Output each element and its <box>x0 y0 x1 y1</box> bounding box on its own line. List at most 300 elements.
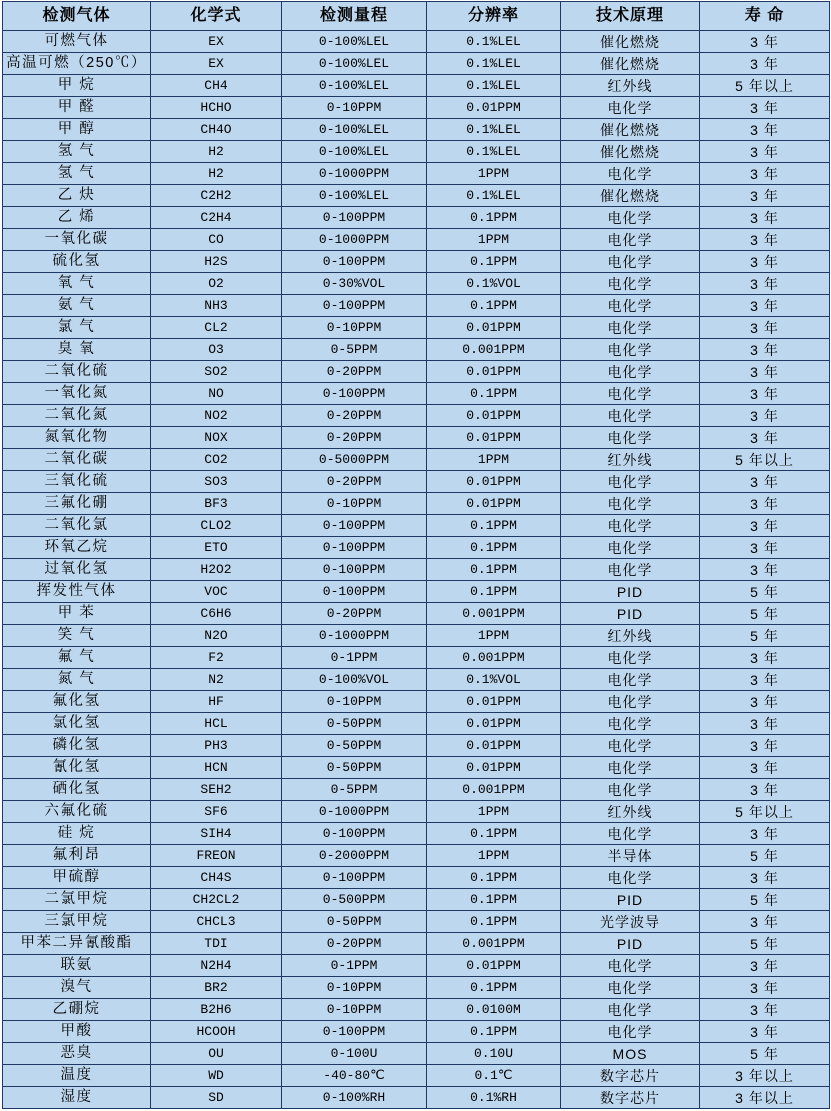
cell-resolution: 0.001PPM <box>427 933 561 955</box>
cell-chemical-formula: TDI <box>151 933 282 955</box>
table-row <box>3 383 830 405</box>
cell-technology: 电化学 <box>561 493 700 515</box>
cell-technology: 电化学 <box>561 405 700 427</box>
cell-resolution: 0.01PPM <box>427 713 561 735</box>
cell-lifespan: 3 年 <box>700 383 830 405</box>
cell-resolution: 1PPM <box>427 163 561 185</box>
cell-detection-range: 0-50PPM <box>282 757 427 779</box>
cell-detection-range: 0-10PPM <box>282 97 427 119</box>
cell-detection-range: 0-10PPM <box>282 493 427 515</box>
cell-chemical-formula: SD <box>151 1087 282 1109</box>
cell-technology: 电化学 <box>561 955 700 977</box>
table-row <box>3 1043 830 1065</box>
cell-resolution: 1PPM <box>427 845 561 867</box>
cell-technology: 红外线 <box>561 801 700 823</box>
cell-lifespan: 3 年 <box>700 141 830 163</box>
cell-detection-range: 0-100PPM <box>282 383 427 405</box>
table-row <box>3 977 830 999</box>
cell-technology: PID <box>561 603 700 625</box>
table-row <box>3 163 830 185</box>
cell-gas-name: 二氧化氮 <box>3 405 151 427</box>
cell-gas-name: 三氧化硫 <box>3 471 151 493</box>
cell-detection-range: 0-500PPM <box>282 889 427 911</box>
cell-detection-range: 0-100%VOL <box>282 669 427 691</box>
cell-chemical-formula: BR2 <box>151 977 282 999</box>
cell-gas-name: 恶臭 <box>3 1043 151 1065</box>
cell-lifespan: 3 年 <box>700 471 830 493</box>
cell-resolution: 0.01PPM <box>427 317 561 339</box>
cell-resolution: 0.1PPM <box>427 823 561 845</box>
cell-lifespan: 3 年 <box>700 317 830 339</box>
cell-lifespan: 3 年 <box>700 119 830 141</box>
cell-gas-name: 三氯甲烷 <box>3 911 151 933</box>
cell-technology: 电化学 <box>561 317 700 339</box>
table-row <box>3 735 830 757</box>
cell-detection-range: 0-20PPM <box>282 427 427 449</box>
cell-resolution: 0.1PPM <box>427 383 561 405</box>
table-row <box>3 845 830 867</box>
table-row <box>3 273 830 295</box>
cell-detection-range: 0-5PPM <box>282 779 427 801</box>
cell-chemical-formula: N2O <box>151 625 282 647</box>
cell-gas-name: 甲苯二异氰酸酯 <box>3 933 151 955</box>
cell-gas-name: 二氧化氯 <box>3 515 151 537</box>
cell-gas-name: 氯化氢 <box>3 713 151 735</box>
table-row <box>3 559 830 581</box>
table-row <box>3 713 830 735</box>
cell-lifespan: 3 年 <box>700 405 830 427</box>
table-body <box>3 31 830 1109</box>
cell-gas-name: 甲硫醇 <box>3 867 151 889</box>
column-header-lifespan: 寿 命 <box>700 2 830 31</box>
table-row <box>3 75 830 97</box>
cell-resolution: 0.1%LEL <box>427 185 561 207</box>
cell-lifespan: 5 年 <box>700 889 830 911</box>
cell-chemical-formula: HCL <box>151 713 282 735</box>
table-row <box>3 361 830 383</box>
cell-technology: 催化燃烧 <box>561 141 700 163</box>
cell-gas-name: 甲 醛 <box>3 97 151 119</box>
cell-resolution: 0.01PPM <box>427 405 561 427</box>
cell-gas-name: 甲 苯 <box>3 603 151 625</box>
table-row <box>3 603 830 625</box>
cell-lifespan: 3 年 <box>700 295 830 317</box>
cell-lifespan: 3 年 <box>700 251 830 273</box>
cell-detection-range: 0-100%LEL <box>282 119 427 141</box>
cell-lifespan: 3 年 <box>700 537 830 559</box>
cell-detection-range: 0-1000PPM <box>282 625 427 647</box>
cell-gas-name: 乙 烯 <box>3 207 151 229</box>
cell-gas-name: 湿度 <box>3 1087 151 1109</box>
cell-gas-name: 一氧化氮 <box>3 383 151 405</box>
cell-detection-range: 0-10PPM <box>282 999 427 1021</box>
cell-lifespan: 5 年 <box>700 1043 830 1065</box>
table-row <box>3 1065 830 1087</box>
cell-detection-range: 0-5PPM <box>282 339 427 361</box>
cell-lifespan: 5 年以上 <box>700 449 830 471</box>
cell-lifespan: 5 年以上 <box>700 75 830 97</box>
cell-resolution: 0.1%LEL <box>427 141 561 163</box>
table-row <box>3 581 830 603</box>
cell-detection-range: 0-2000PPM <box>282 845 427 867</box>
cell-chemical-formula: CH2CL2 <box>151 889 282 911</box>
cell-chemical-formula: CH4S <box>151 867 282 889</box>
cell-technology: 电化学 <box>561 647 700 669</box>
column-header-resolution: 分辨率 <box>427 2 561 31</box>
cell-technology: 电化学 <box>561 669 700 691</box>
table-row <box>3 647 830 669</box>
cell-technology: 半导体 <box>561 845 700 867</box>
table-row <box>3 97 830 119</box>
cell-detection-range: 0-20PPM <box>282 361 427 383</box>
cell-gas-name: 氟 气 <box>3 647 151 669</box>
table-row <box>3 251 830 273</box>
cell-detection-range: 0-100PPM <box>282 559 427 581</box>
cell-detection-range: 0-50PPM <box>282 911 427 933</box>
cell-detection-range: 0-1000PPM <box>282 229 427 251</box>
cell-resolution: 0.1PPM <box>427 581 561 603</box>
cell-detection-range: 0-100%RH <box>282 1087 427 1109</box>
cell-resolution: 0.01PPM <box>427 361 561 383</box>
cell-detection-range: 0-20PPM <box>282 405 427 427</box>
cell-detection-range: -40-80℃ <box>282 1065 427 1087</box>
cell-resolution: 0.1%LEL <box>427 75 561 97</box>
cell-technology: PID <box>561 933 700 955</box>
cell-gas-name: 可燃气体 <box>3 31 151 53</box>
cell-gas-name: 氟化氢 <box>3 691 151 713</box>
cell-detection-range: 0-5000PPM <box>282 449 427 471</box>
cell-gas-name: 乙硼烷 <box>3 999 151 1021</box>
cell-technology: 电化学 <box>561 229 700 251</box>
cell-technology: 电化学 <box>561 427 700 449</box>
cell-resolution: 0.001PPM <box>427 779 561 801</box>
table-row <box>3 515 830 537</box>
cell-detection-range: 0-10PPM <box>282 977 427 999</box>
cell-gas-name: 六氟化硫 <box>3 801 151 823</box>
cell-lifespan: 3 年 <box>700 493 830 515</box>
table-row <box>3 889 830 911</box>
cell-chemical-formula: FREON <box>151 845 282 867</box>
cell-technology: 电化学 <box>561 251 700 273</box>
cell-technology: 电化学 <box>561 691 700 713</box>
cell-detection-range: 0-100PPM <box>282 537 427 559</box>
cell-resolution: 0.1PPM <box>427 251 561 273</box>
column-header-gas-name: 检测气体 <box>3 2 151 31</box>
cell-detection-range: 0-100%LEL <box>282 75 427 97</box>
cell-gas-name: 甲 烷 <box>3 75 151 97</box>
cell-lifespan: 3 年 <box>700 273 830 295</box>
cell-resolution: 0.1%LEL <box>427 119 561 141</box>
cell-technology: 电化学 <box>561 97 700 119</box>
cell-chemical-formula: CLO2 <box>151 515 282 537</box>
cell-lifespan: 3 年 <box>700 867 830 889</box>
cell-lifespan: 5 年 <box>700 933 830 955</box>
cell-resolution: 1PPM <box>427 801 561 823</box>
cell-technology: 催化燃烧 <box>561 53 700 75</box>
cell-detection-range: 0-100PPM <box>282 581 427 603</box>
cell-chemical-formula: N2 <box>151 669 282 691</box>
cell-detection-range: 0-1PPM <box>282 955 427 977</box>
cell-gas-name: 氰化氢 <box>3 757 151 779</box>
cell-gas-name: 环氧乙烷 <box>3 537 151 559</box>
cell-technology: 电化学 <box>561 537 700 559</box>
cell-chemical-formula: O3 <box>151 339 282 361</box>
cell-technology: 数字芯片 <box>561 1087 700 1109</box>
cell-lifespan: 3 年 <box>700 757 830 779</box>
table-row <box>3 471 830 493</box>
cell-chemical-formula: C6H6 <box>151 603 282 625</box>
cell-detection-range: 0-100PPM <box>282 295 427 317</box>
cell-gas-name: 二氯甲烷 <box>3 889 151 911</box>
cell-gas-name: 联氨 <box>3 955 151 977</box>
table-row <box>3 119 830 141</box>
cell-technology: 电化学 <box>561 1021 700 1043</box>
cell-chemical-formula: SEH2 <box>151 779 282 801</box>
cell-resolution: 0.1PPM <box>427 515 561 537</box>
cell-chemical-formula: O2 <box>151 273 282 295</box>
cell-resolution: 0.1PPM <box>427 889 561 911</box>
cell-chemical-formula: NO2 <box>151 405 282 427</box>
table-row <box>3 999 830 1021</box>
table-row <box>3 625 830 647</box>
cell-technology: 电化学 <box>561 757 700 779</box>
table-row <box>3 185 830 207</box>
cell-detection-range: 0-100PPM <box>282 515 427 537</box>
column-header-technology: 技术原理 <box>561 2 700 31</box>
cell-detection-range: 0-100%LEL <box>282 141 427 163</box>
cell-chemical-formula: H2O2 <box>151 559 282 581</box>
cell-detection-range: 0-20PPM <box>282 603 427 625</box>
cell-technology: 红外线 <box>561 625 700 647</box>
cell-resolution: 0.1PPM <box>427 537 561 559</box>
cell-lifespan: 3 年 <box>700 713 830 735</box>
table-header-row <box>3 2 830 31</box>
cell-technology: 电化学 <box>561 273 700 295</box>
cell-chemical-formula: F2 <box>151 647 282 669</box>
cell-resolution: 0.01PPM <box>427 493 561 515</box>
cell-chemical-formula: ETO <box>151 537 282 559</box>
cell-technology: 红外线 <box>561 449 700 471</box>
cell-lifespan: 5 年 <box>700 625 830 647</box>
cell-chemical-formula: EX <box>151 31 282 53</box>
cell-technology: PID <box>561 889 700 911</box>
cell-lifespan: 3 年 <box>700 823 830 845</box>
cell-chemical-formula: CO2 <box>151 449 282 471</box>
cell-detection-range: 0-100U <box>282 1043 427 1065</box>
cell-resolution: 0.01PPM <box>427 757 561 779</box>
cell-technology: PID <box>561 581 700 603</box>
cell-lifespan: 3 年 <box>700 339 830 361</box>
cell-resolution: 0.01PPM <box>427 955 561 977</box>
cell-chemical-formula: SIH4 <box>151 823 282 845</box>
cell-chemical-formula: NH3 <box>151 295 282 317</box>
cell-gas-name: 三氟化硼 <box>3 493 151 515</box>
cell-detection-range: 0-100%LEL <box>282 53 427 75</box>
cell-detection-range: 0-50PPM <box>282 735 427 757</box>
cell-technology: 电化学 <box>561 999 700 1021</box>
cell-detection-range: 0-10PPM <box>282 691 427 713</box>
cell-resolution: 0.10U <box>427 1043 561 1065</box>
table-row <box>3 933 830 955</box>
cell-chemical-formula: H2S <box>151 251 282 273</box>
cell-resolution: 1PPM <box>427 229 561 251</box>
cell-chemical-formula: OU <box>151 1043 282 1065</box>
cell-chemical-formula: PH3 <box>151 735 282 757</box>
cell-lifespan: 5 年以上 <box>700 801 830 823</box>
cell-lifespan: 3 年以上 <box>700 1065 830 1087</box>
cell-technology: 电化学 <box>561 867 700 889</box>
table-row <box>3 31 830 53</box>
cell-chemical-formula: SO3 <box>151 471 282 493</box>
cell-technology: 电化学 <box>561 471 700 493</box>
cell-lifespan: 3 年 <box>700 779 830 801</box>
cell-detection-range: 0-100PPM <box>282 823 427 845</box>
cell-technology: 电化学 <box>561 207 700 229</box>
cell-lifespan: 3 年 <box>700 427 830 449</box>
cell-resolution: 0.001PPM <box>427 339 561 361</box>
table-row <box>3 537 830 559</box>
cell-technology: 催化燃烧 <box>561 31 700 53</box>
cell-resolution: 0.01PPM <box>427 471 561 493</box>
cell-chemical-formula: CH4 <box>151 75 282 97</box>
cell-lifespan: 3 年 <box>700 97 830 119</box>
gas-sensor-spec-table <box>2 1 830 1109</box>
cell-chemical-formula: CL2 <box>151 317 282 339</box>
cell-resolution: 0.01PPM <box>427 735 561 757</box>
table-row <box>3 1087 830 1109</box>
cell-technology: 电化学 <box>561 823 700 845</box>
cell-gas-name: 一氧化碳 <box>3 229 151 251</box>
cell-resolution: 0.1PPM <box>427 867 561 889</box>
cell-detection-range: 0-100%LEL <box>282 31 427 53</box>
cell-resolution: 0.1%LEL <box>427 31 561 53</box>
cell-gas-name: 乙 炔 <box>3 185 151 207</box>
cell-resolution: 0.1PPM <box>427 911 561 933</box>
cell-lifespan: 3 年 <box>700 955 830 977</box>
cell-chemical-formula: HF <box>151 691 282 713</box>
cell-lifespan: 5 年 <box>700 845 830 867</box>
cell-lifespan: 5 年 <box>700 581 830 603</box>
column-header-detection-range: 检测量程 <box>282 2 427 31</box>
cell-chemical-formula: C2H2 <box>151 185 282 207</box>
cell-detection-range: 0-30%VOL <box>282 273 427 295</box>
cell-chemical-formula: WD <box>151 1065 282 1087</box>
cell-lifespan: 3 年 <box>700 207 830 229</box>
cell-lifespan: 3 年 <box>700 669 830 691</box>
table-row <box>3 449 830 471</box>
cell-resolution: 0.01PPM <box>427 691 561 713</box>
cell-gas-name: 氧 气 <box>3 273 151 295</box>
cell-chemical-formula: BF3 <box>151 493 282 515</box>
table-row <box>3 823 830 845</box>
cell-technology: 催化燃烧 <box>561 185 700 207</box>
cell-resolution: 0.1PPM <box>427 295 561 317</box>
cell-gas-name: 硒化氢 <box>3 779 151 801</box>
cell-chemical-formula: VOC <box>151 581 282 603</box>
cell-lifespan: 3 年 <box>700 999 830 1021</box>
cell-gas-name: 二氧化硫 <box>3 361 151 383</box>
cell-resolution: 0.1PPM <box>427 1021 561 1043</box>
cell-lifespan: 3 年 <box>700 515 830 537</box>
cell-technology: MOS <box>561 1043 700 1065</box>
cell-resolution: 0.01PPM <box>427 97 561 119</box>
cell-detection-range: 0-10PPM <box>282 317 427 339</box>
cell-detection-range: 0-100PPM <box>282 1021 427 1043</box>
table-row <box>3 141 830 163</box>
cell-chemical-formula: H2 <box>151 163 282 185</box>
cell-detection-range: 0-50PPM <box>282 713 427 735</box>
cell-gas-name: 氨 气 <box>3 295 151 317</box>
cell-chemical-formula: NO <box>151 383 282 405</box>
cell-technology: 电化学 <box>561 977 700 999</box>
cell-chemical-formula: HCHO <box>151 97 282 119</box>
cell-detection-range: 0-20PPM <box>282 933 427 955</box>
cell-gas-name: 硅 烷 <box>3 823 151 845</box>
cell-lifespan: 3 年 <box>700 559 830 581</box>
cell-lifespan: 3 年 <box>700 647 830 669</box>
table-row <box>3 911 830 933</box>
table-row <box>3 317 830 339</box>
cell-lifespan: 3 年 <box>700 185 830 207</box>
cell-resolution: 0.1PPM <box>427 977 561 999</box>
cell-gas-name: 氢 气 <box>3 141 151 163</box>
cell-gas-name: 甲酸 <box>3 1021 151 1043</box>
cell-technology: 电化学 <box>561 295 700 317</box>
cell-chemical-formula: EX <box>151 53 282 75</box>
cell-lifespan: 3 年 <box>700 53 830 75</box>
cell-chemical-formula: SO2 <box>151 361 282 383</box>
cell-resolution: 0.01PPM <box>427 427 561 449</box>
cell-chemical-formula: N2H4 <box>151 955 282 977</box>
cell-gas-name: 甲 醇 <box>3 119 151 141</box>
table-header <box>3 2 830 31</box>
cell-chemical-formula: NOX <box>151 427 282 449</box>
table-row <box>3 757 830 779</box>
cell-resolution: 0.1%LEL <box>427 53 561 75</box>
cell-detection-range: 0-1PPM <box>282 647 427 669</box>
cell-detection-range: 0-100%LEL <box>282 185 427 207</box>
cell-technology: 电化学 <box>561 383 700 405</box>
cell-chemical-formula: CO <box>151 229 282 251</box>
cell-chemical-formula: HCN <box>151 757 282 779</box>
cell-chemical-formula: CH4O <box>151 119 282 141</box>
cell-resolution: 0.0100M <box>427 999 561 1021</box>
cell-lifespan: 3 年 <box>700 229 830 251</box>
cell-technology: 电化学 <box>561 713 700 735</box>
cell-chemical-formula: SF6 <box>151 801 282 823</box>
cell-technology: 电化学 <box>561 361 700 383</box>
table-row <box>3 779 830 801</box>
table-row <box>3 339 830 361</box>
cell-resolution: 0.1%RH <box>427 1087 561 1109</box>
table-row <box>3 295 830 317</box>
cell-chemical-formula: HCOOH <box>151 1021 282 1043</box>
cell-gas-name: 溴气 <box>3 977 151 999</box>
table-row <box>3 669 830 691</box>
table-row <box>3 1021 830 1043</box>
cell-technology: 电化学 <box>561 339 700 361</box>
cell-resolution: 0.001PPM <box>427 603 561 625</box>
cell-detection-range: 0-20PPM <box>282 471 427 493</box>
cell-detection-range: 0-1000PPM <box>282 163 427 185</box>
cell-technology: 电化学 <box>561 163 700 185</box>
table-row <box>3 691 830 713</box>
cell-lifespan: 3 年 <box>700 735 830 757</box>
cell-lifespan: 3 年 <box>700 911 830 933</box>
cell-lifespan: 3 年 <box>700 163 830 185</box>
cell-gas-name: 过氧化氢 <box>3 559 151 581</box>
cell-technology: 光学波导 <box>561 911 700 933</box>
